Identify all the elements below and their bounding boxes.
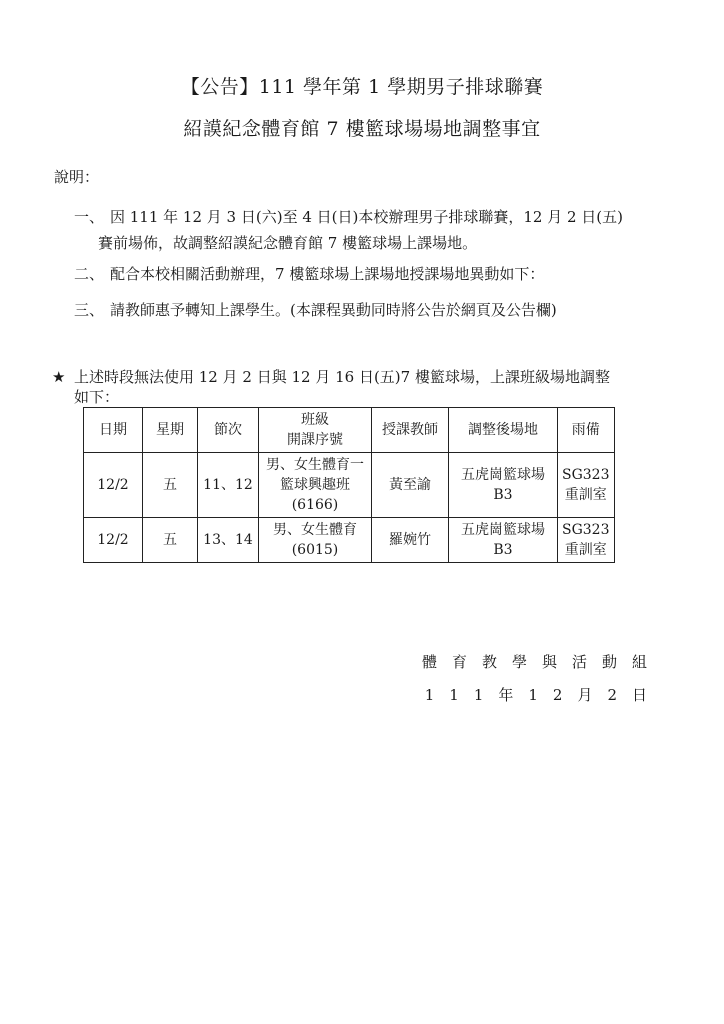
item-number: 一、 [74,208,105,226]
cell-period: 13、14 [198,518,259,563]
cell-period: 11、12 [198,453,259,518]
table-row [84,518,615,563]
header-venue: 調整後場地 [449,408,558,453]
cell-date: 12/2 [84,453,143,518]
header-weekday: 星期 [143,408,198,453]
cell-teacher: 羅婉竹 [372,518,449,563]
item-text-line: 請教師惠予轉知上課學生。(本課程異動同時將公告於網頁及公告欄) [110,301,557,319]
signature-org: 體育教學與活動組 [421,653,662,671]
header-rain-backup: 雨備 [558,408,615,453]
signature-date: 111年12月2日 [424,686,662,704]
cell-weekday: 五 [143,518,198,563]
item-text-line: 配合本校相關活動辦理，7 樓籃球場上課場地授課場地異動如下： [110,265,545,283]
cell-rain-backup: SG323 重訓室 [558,453,615,518]
table-row [84,453,615,518]
note-text-line: 上述時段無法使用 12 月 2 日與 12 月 16 日(五)7 樓籃球場，上課班級場地調整 [74,368,610,386]
cell-teacher: 黃至諭 [372,453,449,518]
item-text-line: 賽前場佈，故調整紹謨紀念體育館 7 樓籃球場上課場地。 [98,234,478,252]
cell-venue: 五虎崗籃球場 B3 [449,453,558,518]
header-period: 節次 [198,408,259,453]
header-teacher: 授課教師 [372,408,449,453]
explanation-heading: 說明： [54,168,100,186]
cell-rain-backup: SG323 重訓室 [558,518,615,563]
cell-venue: 五虎崗籃球場 B3 [449,518,558,563]
notice-title: 【公告】111 學年第 1 學期男子排球聯賽 [180,76,544,98]
header-date: 日期 [84,408,143,453]
header-class: 班級 開課序號 [259,408,372,453]
table-header-row [84,408,615,453]
cell-class: 男、女生體育一 籃球興趣班 (6166) [259,453,372,518]
item-text-line: 因 111 年 12 月 3 日(六)至 4 日(日)本校辦理男子排球聯賽，12 月 2 日(五) [110,208,623,226]
item-number: 三、 [74,301,105,319]
cell-weekday: 五 [143,453,198,518]
item-number: 二、 [74,265,105,283]
star-icon: ★ [52,368,66,386]
cell-date: 12/2 [84,518,143,563]
schedule-table [83,407,615,563]
note-text-line: 如下： [74,388,120,406]
cell-class: 男、女生體育 (6015) [259,518,372,563]
notice-subtitle: 紹謨紀念體育館 7 樓籃球場場地調整事宜 [183,118,541,140]
